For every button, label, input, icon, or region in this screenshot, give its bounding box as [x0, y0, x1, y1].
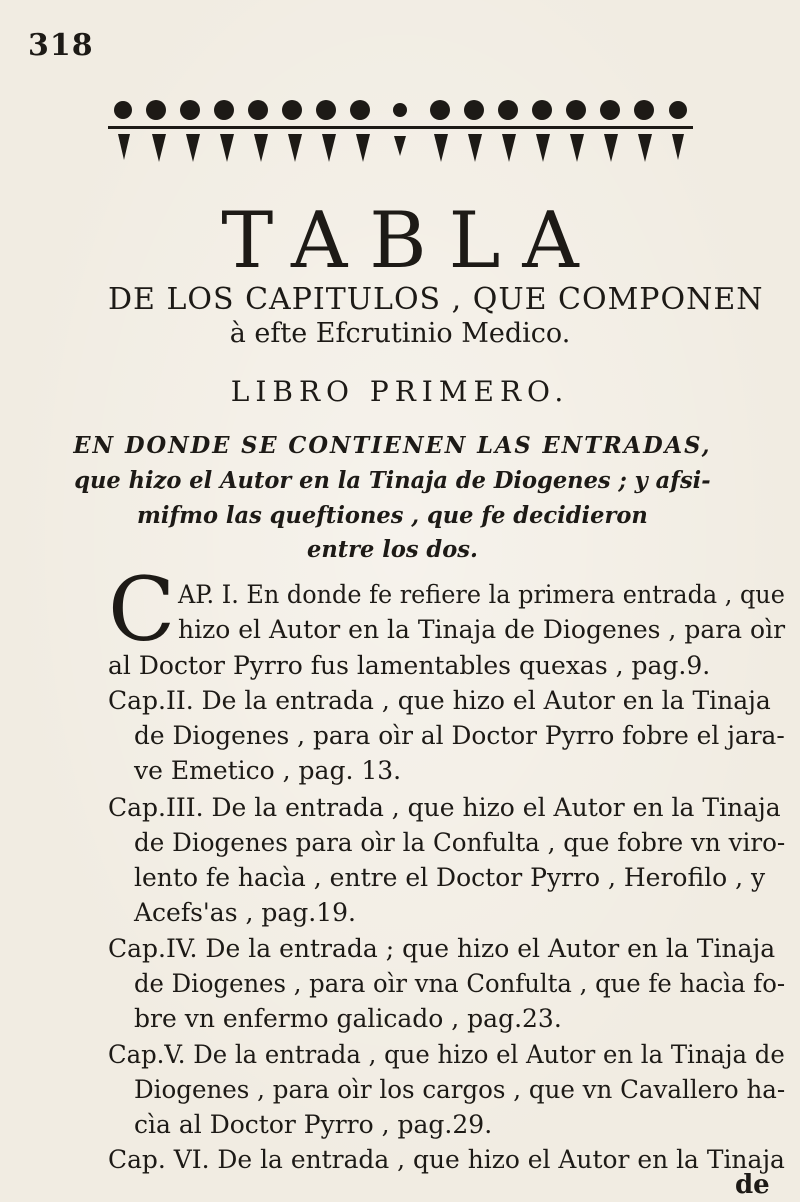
chapter-line: de Diogenes , para oìr vna Confulta , que fe hacìa fo-	[134, 969, 786, 998]
chapter-line: Acefs'as , pag.19.	[134, 898, 356, 927]
chapter-line: Cap.III. De la entrada , que hizo el Autor en la Tinaja	[108, 793, 781, 822]
book-heading: LIBRO PRIMERO.	[230, 375, 570, 408]
page-title: TABLA	[221, 196, 601, 286]
intro-line: EN DONDE SE CONTIENEN LAS ENTRADAS,	[73, 432, 712, 459]
chapter-line: hizo el Autor en la Tinaja de Diogenes , para oìr	[178, 615, 786, 644]
intro-line: entre los dos.	[306, 536, 478, 563]
drop-cap: C	[108, 558, 176, 661]
intro-line: mifmo las queftiones , que fe decidieron	[137, 502, 648, 529]
chapter-line: cìa al Doctor Pyrro , pag.29.	[134, 1110, 493, 1139]
chapter-line: lento fe hacìa , entre el Doctor Pyrro , Herofilo , y	[134, 863, 766, 892]
chapter-line: bre vn enfermo galicado , pag.23.	[134, 1004, 562, 1033]
chapter-line: al Doctor Pyrro fus lamentables quexas , pag.9.	[108, 651, 711, 680]
catchword: de	[735, 1170, 770, 1200]
chapter-line: Cap. VI. De la entrada , que hizo el Autor en la Tinaja	[108, 1145, 785, 1174]
subtitle: DE LOS CAPITULOS , QUE COMPONEN	[108, 282, 764, 317]
chapter-line: de Diogenes para oìr la Confulta , que fobre vn viro-	[134, 828, 786, 857]
subtitle-line-2: à efte Efcrutinio Medico.	[229, 318, 571, 349]
page-number: 318	[28, 28, 94, 63]
chapter-line: AP. I. En donde fe refiere la primera entrada , que	[178, 580, 785, 609]
chapter-line: Cap.II. De la entrada , que hizo el Autor en la Tinaja	[108, 686, 771, 715]
chapter-line: Cap.IV. De la entrada ; que hizo el Autor en la Tinaja	[108, 934, 776, 963]
fleuron-band-icon	[108, 92, 693, 170]
chapter-line: Cap.V. De la entrada , que hizo el Autor en la Tinaja de	[108, 1040, 785, 1069]
intro-line: que hizo el Autor en la Tinaja de Diogenes ; y afsi-	[74, 467, 711, 494]
chapter-line: de Diogenes , para oìr al Doctor Pyrro fobre el jara-	[134, 721, 785, 750]
chapter-line: Diogenes , para oìr los cargos , que vn Cavallero ha-	[134, 1075, 786, 1104]
chapter-line: ve Emetico , pag. 13.	[134, 756, 402, 785]
